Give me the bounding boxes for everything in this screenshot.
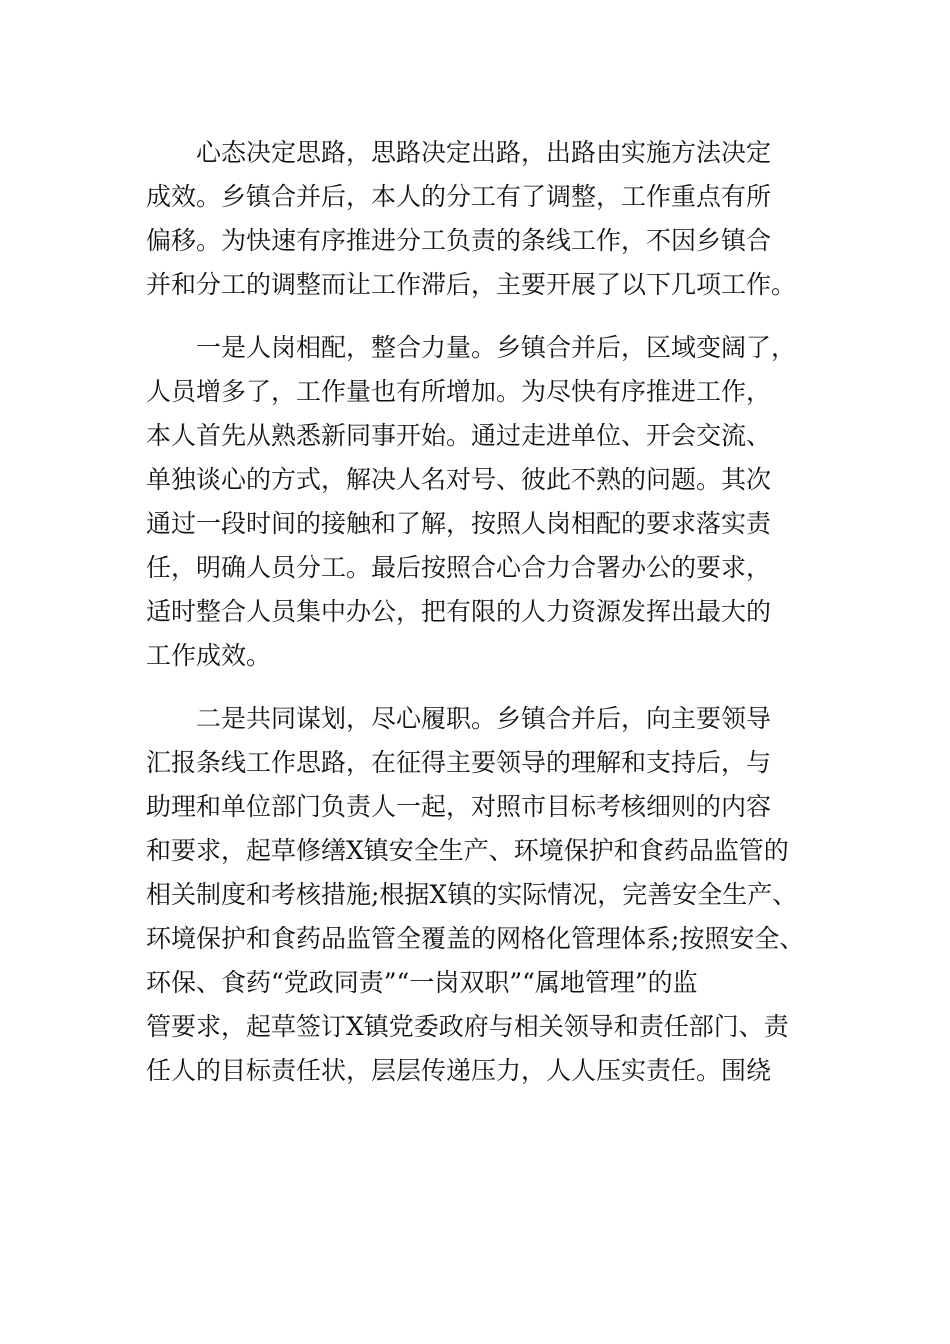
text-line: 环保、食药“党政同责”“一岗双职”“属地管理”的监 [146, 968, 698, 997]
document-body [146, 131, 826, 1112]
text-line: 并和分工的调整而让工作滞后，主要开展了以下几项工作。 [146, 270, 797, 299]
text-line: 管要求，起草签订X镇党委政府与相关领导和责任部门、责 [146, 1012, 789, 1041]
text-line: 单独谈心的方式，解决人名对号、彼此不熟的问题。其次 [146, 465, 772, 494]
text-line: 本人首先从熟悉新同事开始。通过走进单位、开会交流、 [146, 421, 772, 450]
text-line: 适时整合人员集中办公，把有限的人力资源发挥出最大的 [146, 597, 772, 626]
text-line: 成效。乡镇合并后，本人的分工有了调整，工作重点有所 [146, 182, 772, 211]
text-line: 一是人岗相配，整合力量。乡镇合并后，区域变阔了， [196, 333, 797, 362]
text-line: 通过一段时间的接触和了解，按照人岗相配的要求落实责 [146, 509, 772, 538]
text-line: 助理和单位部门负责人一起，对照市目标考核细则的内容 [146, 792, 772, 821]
text-line: 二是共同谋划，尽心履职。乡镇合并后，向主要领导 [196, 704, 772, 733]
text-line: 汇报条线工作思路，在征得主要领导的理解和支持后，与 [146, 748, 772, 777]
text-line: 相关制度和考核措施;根据X镇的实际情况，完善安全生产、 [146, 880, 798, 909]
text-line: 任人的目标责任状，层层传递压力，人人压实责任。围绕 [146, 1056, 772, 1085]
text-line: 工作成效。 [146, 641, 272, 670]
paragraph-3 [146, 697, 826, 1093]
text-line: 环境保护和食药品监管全覆盖的网格化管理体系;按照安全、 [146, 924, 805, 953]
text-line: 心态决定思路，思路决定出路，出路由实施方法决定 [196, 138, 772, 167]
text-line: 任，明确人员分工。最后按照合心合力合署办公的要求， [146, 553, 772, 582]
text-line: 偏移。为快速有序推进分工负责的条线工作，不因乡镇合 [146, 226, 772, 255]
text-line: 和要求，起草修缮X镇安全生产、环境保护和食药品监管的 [146, 836, 789, 865]
paragraph-1 [146, 131, 826, 307]
text-line: 人员增多了，工作量也有所增加。为尽快有序推进工作， [146, 377, 772, 406]
paragraph-2 [146, 326, 826, 678]
